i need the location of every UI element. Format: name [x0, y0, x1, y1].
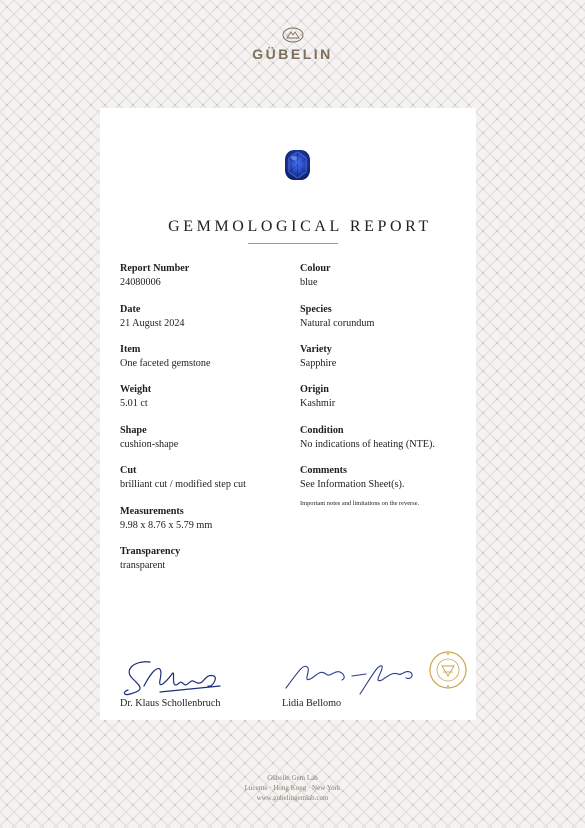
- signer-name-schollenbruch: Dr. Klaus Schollenbruch: [120, 698, 221, 709]
- field-label: Weight: [120, 384, 152, 395]
- field-cut: [120, 464, 246, 492]
- field-value: blue: [300, 277, 318, 288]
- field-value: Sapphire: [300, 358, 337, 369]
- field-label: Measurements: [120, 506, 184, 517]
- signer-name-bellomo: Lidia Bellomo: [282, 698, 342, 709]
- field-label: Cut: [120, 465, 137, 476]
- footer-lab-name: Gübelin Gem Lab: [267, 774, 318, 782]
- field-value: brilliant cut / modified step cut: [120, 479, 246, 490]
- field-item: [120, 343, 211, 371]
- field-label: Comments: [300, 465, 347, 476]
- field-value: 21 August 2024: [120, 318, 185, 329]
- report-sheet: [100, 108, 476, 720]
- brand-header: [0, 26, 585, 62]
- field-label: Date: [120, 304, 141, 315]
- field-value: Kashmir: [300, 398, 336, 409]
- field-label: Shape: [120, 425, 147, 436]
- field-value: One faceted gemstone: [120, 358, 211, 369]
- field-label: Report Number: [120, 263, 190, 274]
- footer-locations: Lucerne · Hong Kong · New York: [244, 784, 341, 792]
- field-label: Origin: [300, 384, 329, 395]
- field-value: No indications of heating (NTE).: [300, 439, 435, 450]
- gubelin-crest-icon: [281, 26, 305, 44]
- field-condition: [300, 424, 435, 452]
- gubelin-gem-lab-seal-icon: [428, 648, 468, 692]
- field-date: [120, 303, 185, 331]
- field-value: Natural corundum: [300, 318, 375, 329]
- field-label: Condition: [300, 425, 344, 436]
- field-shape: [120, 424, 178, 452]
- field-transparency: [120, 545, 180, 573]
- field-label: Colour: [300, 263, 331, 274]
- footer: [0, 773, 585, 803]
- sapphire-gem-image: [284, 148, 311, 182]
- title-divider: [248, 243, 338, 244]
- field-label: Variety: [300, 344, 332, 355]
- field-weight: [120, 383, 151, 411]
- field-label: Item: [120, 344, 141, 355]
- field-origin: [300, 383, 335, 411]
- signature-bellomo: [282, 654, 422, 698]
- brand-name: GÜBELIN: [252, 46, 333, 62]
- field-report-number: [120, 262, 189, 290]
- field-variety: [300, 343, 336, 371]
- field-species: [300, 303, 374, 331]
- field-value: 9.98 x 8.76 x 5.79 mm: [120, 520, 213, 531]
- signature-schollenbruch: [120, 656, 230, 698]
- report-title: GEMMOLOGICAL REPORT: [168, 218, 432, 235]
- field-value: cushion-shape: [120, 439, 179, 450]
- field-comments: [300, 464, 404, 492]
- field-label: Species: [300, 304, 332, 315]
- field-measurements: [120, 505, 212, 533]
- field-value: 5.01 ct: [120, 398, 148, 409]
- field-value: transparent: [120, 560, 166, 571]
- field-value: 24080006: [120, 277, 161, 288]
- footer-website: www.gubelingemlab.com: [256, 794, 329, 802]
- field-label: Transparency: [120, 546, 181, 557]
- field-value: See Information Sheet(s).: [300, 479, 405, 490]
- field-colour: [300, 262, 331, 290]
- reverse-note: Important notes and limitations on the reverse.: [300, 500, 420, 507]
